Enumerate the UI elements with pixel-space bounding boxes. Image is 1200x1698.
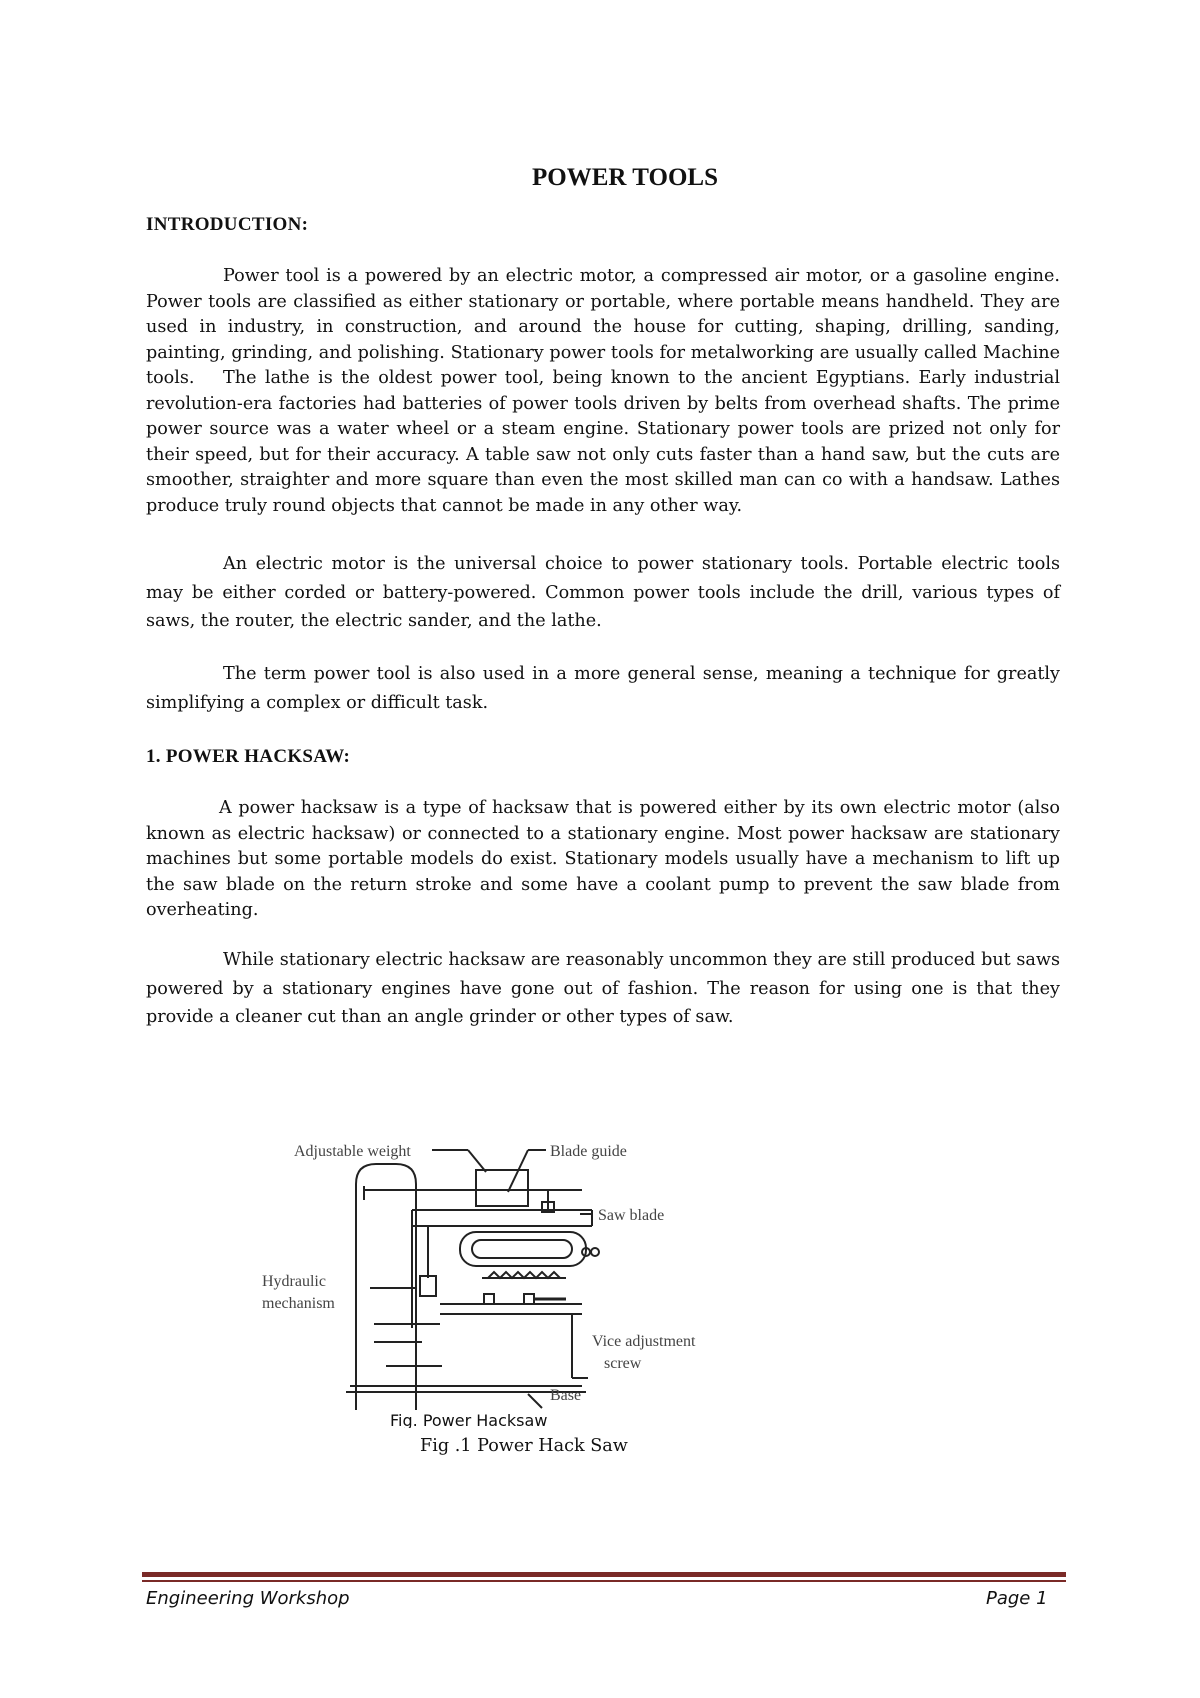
label-mechanism: mechanism	[262, 1295, 335, 1312]
label-adjustable-weight: Adjustable weight	[294, 1143, 411, 1160]
label-vice-adjustment: Vice adjustment	[592, 1333, 696, 1350]
introduction-heading: INTRODUCTION:	[146, 214, 309, 235]
intro-paragraph-2: The lathe is the oldest power tool, being known to the ancient Egyptians. Early industrial revolution-era factories had batteries of power tools driven by belts from overhead shafts. The prime power source was a water wheel or a steam engine. Stationary power tools are prized not only for their speed, but for their accuracy. A table saw not only cuts faster than a hand saw, but the cuts are smoother, straighter and more square than even the most skilled man can co with a handsaw. Lathes produce truly round objects that cannot be made in any other way.	[146, 368, 1060, 516]
label-hydraulic: Hydraulic	[262, 1273, 326, 1290]
intro-paragraph-3: An electric motor is the universal choice to power stationary tools. Portable electric tools may be either corded or battery-powered. Common power tools include the drill, various types of saws, the router, the electric sander, and the lathe.	[146, 554, 1060, 631]
page-title: POWER TOOLS	[532, 164, 718, 191]
power-hacksaw-diagram	[262, 1128, 752, 1428]
label-blade-guide: Blade guide	[550, 1143, 627, 1160]
footer-rule-thin	[142, 1580, 1066, 1582]
power-hacksaw-figure	[262, 1128, 752, 1428]
page-number: Page 1	[986, 1588, 1048, 1609]
label-base: Base	[550, 1387, 582, 1404]
intro-paragraph-4: The term power tool is also used in a more general sense, meaning a technique for greatly simplifying a complex or difficult task.	[146, 664, 1060, 713]
footer-rule	[142, 1572, 1066, 1577]
intro-paragraph-1: Power tool is a powered by an electric motor, a compressed air motor, or a gasoline engine. Power tools are classified as either stationary or portable, where portable means handheld. They are used in industry, in construction, and around the house for cutting, shaping, drilling, sanding, painting, grinding, and polishing. Stationary power tools for metalworking are usually called Machine tools.	[146, 266, 1060, 389]
footer-title: Engineering Workshop	[146, 1588, 350, 1609]
figure-caption: Fig .1 Power Hack Saw	[420, 1436, 628, 1456]
label-screw: screw	[604, 1355, 642, 1372]
power-hacksaw-heading: 1. POWER HACKSAW:	[146, 746, 351, 767]
hacksaw-paragraph-2: While stationary electric hacksaw are reasonably uncommon they are still produced but saws powered by a stationary engines have gone out of fashion. The reason for using one is that they provide a cleaner cut than an angle grinder or other types of saw.	[146, 950, 1060, 1027]
figure-inner-caption: Fig. Power Hacksaw	[390, 1411, 548, 1428]
label-saw-blade: Saw blade	[598, 1207, 665, 1224]
hacksaw-paragraph-1: A power hacksaw is a type of hacksaw that is powered either by its own electric motor (also known as electric hacksaw) or connected to a stationary engine. Most power hacksaw are stationary machines but some portable models do exist. Stationary models usually have a mechanism to lift up the saw blade on the return stroke and some have a coolant pump to prevent the saw blade from overheating.	[146, 798, 1060, 921]
